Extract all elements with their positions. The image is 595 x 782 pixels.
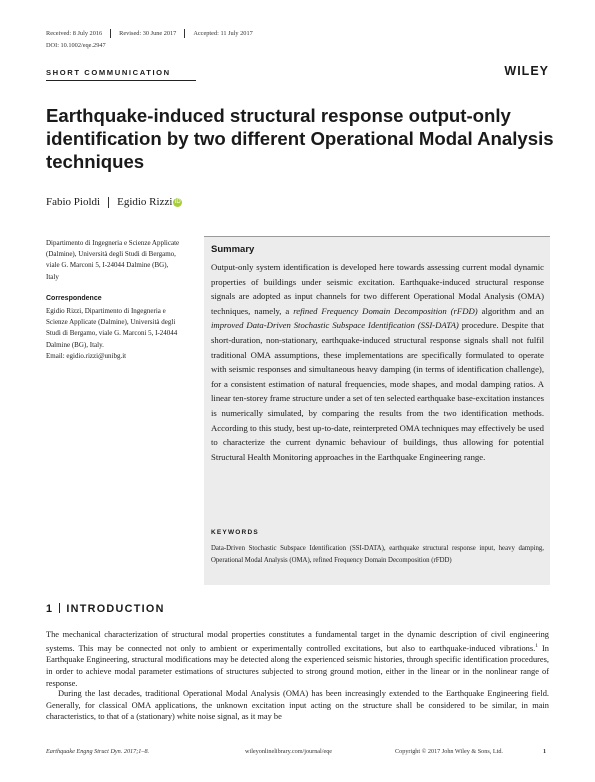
author-list — [46, 196, 182, 208]
divider — [59, 603, 60, 613]
accepted-date: Accepted: 11 July 2017 — [193, 30, 253, 37]
orcid-icon[interactable]: iD — [175, 198, 181, 205]
received-date: Received: 8 July 2016 — [46, 30, 103, 37]
intro-heading — [46, 603, 165, 615]
abstract-text-part: algorithm and an — [477, 305, 545, 316]
affiliation: Dipartimento di Ingegneria e Scienze Applicate (Dalmine), Università degli Studi di Bergamo, viale G. Marconi 5, I-24044 Dalmine (BG), Italy — [46, 239, 180, 281]
journal-url[interactable]: wileyonlinelibrary.com/journal/eqe — [245, 748, 333, 755]
doi[interactable]: DOI: 10.1002/eqe.2947 — [46, 42, 106, 49]
correspondence-email[interactable]: Email: egidio.rizzi@unibg.it — [46, 351, 127, 360]
keywords: Data-Driven Stochastic Subspace Identification (SSI-DATA), earthquake structural response input, heavy damping, Operational Modal Analysis (OMA), refined Frequency Domain Decomposition (rFDD) — [211, 545, 544, 564]
article-history — [46, 29, 253, 38]
article-title: Earthquake-induced structural response output-only identification by two different Operational Modal Analysis techniques — [46, 105, 554, 172]
copyright: Copyright © 2017 John Wiley & Sons, Ltd. — [395, 748, 503, 755]
journal-citation: Earthquake Engng Struct Dyn. 2017;1–8. — [46, 748, 150, 755]
author-name[interactable]: Egidio Rizzi — [117, 196, 173, 208]
revised-date: Revised: 30 June 2017 — [119, 30, 177, 37]
abstract-heading: Summary — [211, 244, 255, 255]
correspondence — [46, 306, 186, 362]
correspondence-address: Egidio Rizzi, Dipartimento di Ingegneria e Scienze Applicate (Dalmine), Università degli Studi di Bergamo, viale G. Marconi 5, I-24044 Dalmine (BG), Italy. — [46, 307, 178, 349]
section-title: INTRODUCTION — [66, 603, 165, 615]
abstract-text-part: procedure. Despite that short-duration, non-stationary, earthquake-induced structural response signals shall not fulfil traditional OMA assumptions, these implementations are specifically formulated to operate with seismic responses and simultaneous heavy damping (in terms of identification challenge), for a consistent estimation of natural frequencies, mode shapes, and modal damping ratios. A linear ten-storey frame structure under a set of ten selected earthquake base-excitation instances is numerically simulated, by comparing the results from the two identification methods. According to this study, best up-to-date, reinterpreted OMA techniques may effectively be used to characterize the current dynamic behaviour of buildings, thus allowing for potential Structural Health Monitoring approaches in the Earthquake Engineering range. — [211, 320, 545, 462]
divider — [184, 29, 185, 38]
paragraph-text: The mechanical characterization of structural modal properties constitutes a fundamental target in the dynamic description of civil engineering systems. This may be connected not only to ambient or experimentally controlled excitations, but also to earthquake-induced vibrations. — [46, 630, 549, 653]
abstract-emphasis: refined Frequency Domain Decomposition (rFDD) — [293, 305, 478, 316]
section-label: SHORT COMMUNICATION — [46, 68, 171, 77]
page-number: 1 — [543, 748, 547, 755]
reference-number[interactable]: 1 — [535, 642, 538, 649]
publisher-logo: WILEY — [504, 64, 549, 78]
correspondence-heading: Correspondence — [46, 295, 102, 302]
divider — [108, 197, 109, 208]
abstract-emphasis: improved Data-Driven Stochastic Subspace Identification (SSI-DATA) — [211, 320, 459, 331]
intro-paragraph — [46, 629, 549, 689]
author-name[interactable]: Fabio Pioldi — [46, 196, 101, 208]
intro-paragraph: During the last decades, traditional Operational Modal Analysis (OMA) has been increasingly extended to the Earthquake Engineering field. Generally, for classical OMA applications, the unknown excitation input acting on the structure shall be considered to be similar, in main characteristics, to that of a (stationary) white noise signal, as it may be — [46, 689, 549, 722]
keywords-heading: KEYWORDS — [211, 529, 259, 536]
section-rule — [46, 80, 196, 81]
abstract-text-part: Output-only system identification is developed here towards assessing current modal dynamic properties of buildings under seismic excitation. Earthquake-induced structural response signals are adopted as input channels for two different Operational Modal Analysis (OMA) techniques, namely, a — [211, 262, 544, 316]
abstract-text — [211, 260, 544, 464]
divider — [110, 29, 111, 38]
section-number: 1 — [46, 603, 54, 615]
paragraph-text: In Earthquake Engineering, structural modifications may be detected along the experienced seismic histories, through specific identification procedures, in order to achieve modal parameter estimations of structures subjected to strong ground motion, either in the linear or in the nonlinear range of response. — [46, 643, 549, 688]
